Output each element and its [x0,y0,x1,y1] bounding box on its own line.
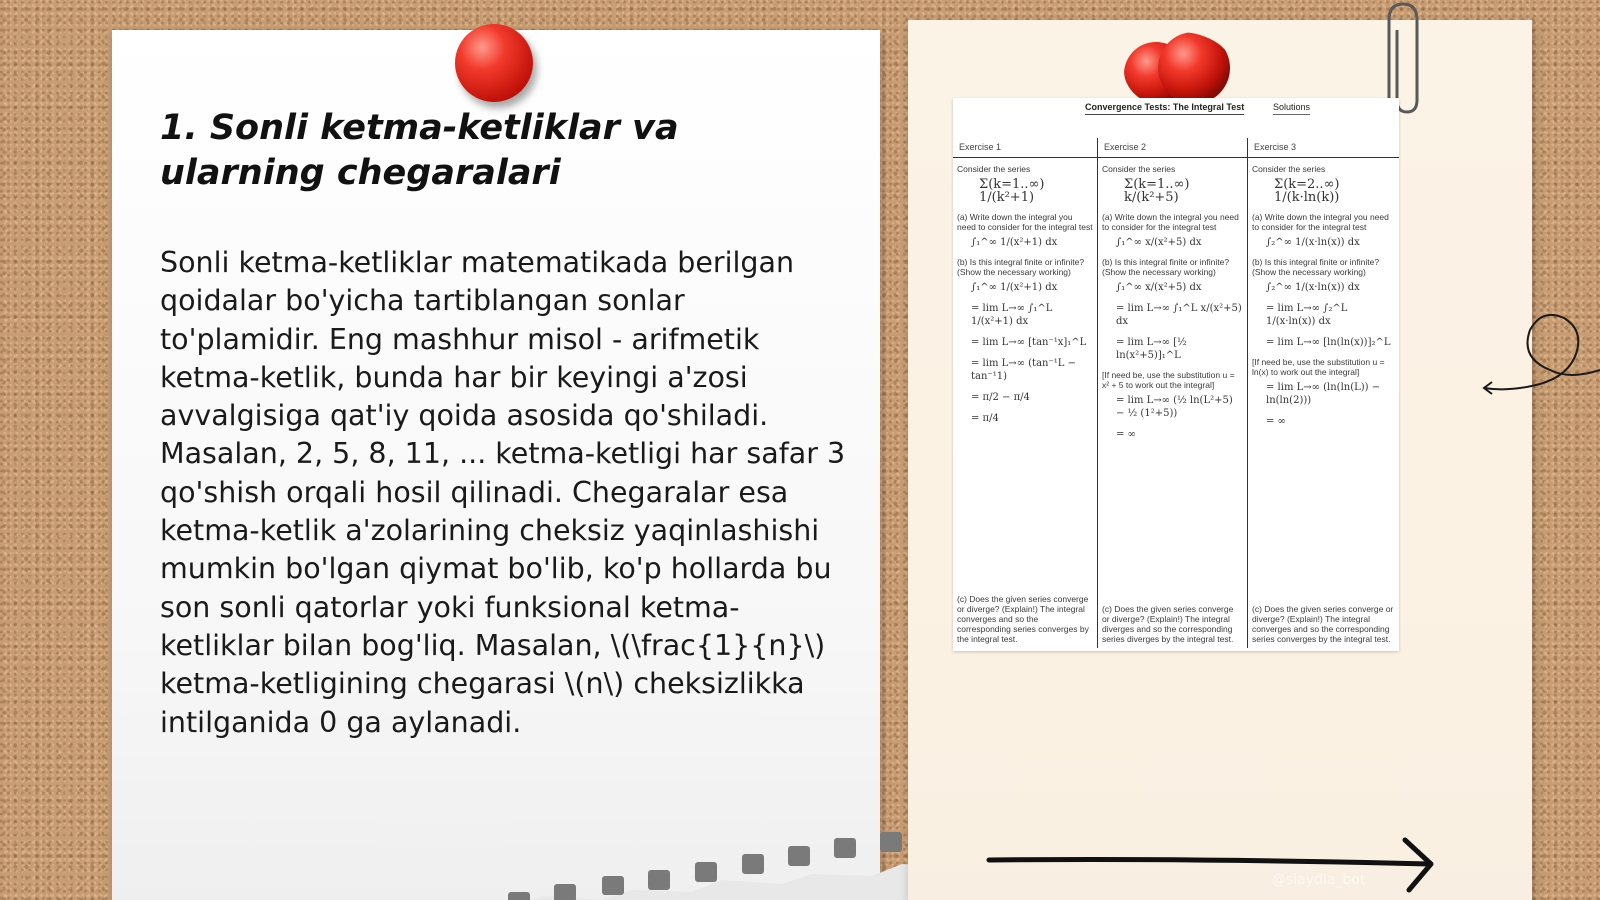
left-note-card [112,30,880,900]
watermark: @slaydla_bot [1272,872,1366,888]
working-step: = ∞ [1266,416,1286,427]
working-step: = lim L→∞ (½ ln(L²+5) − ½ (1²+5)) [1116,395,1233,419]
working-step: = π/4 [971,413,999,424]
working-step: ∫₁^∞ x/(x²+5) dx [1116,282,1202,293]
working-step: ∫₁^∞ 1/(x²+1) dx [971,282,1058,293]
working-step: ∫₂^∞ 1/(x·ln(x)) dx [1266,282,1360,293]
exercise-column [1097,138,1247,648]
part-b-text: (b) Is this integral finite or infinite? (Show the necessary working) [957,257,1085,277]
exercise-label: Exercise 3 [1248,138,1399,158]
working-step: = lim L→∞ ∫₁^L x/(x²+5) dx [1116,303,1242,327]
part-b-text: (b) Is this integral finite or infinite? (Show the necessary working) [1102,257,1230,277]
integral-test-worksheet [953,98,1399,651]
integral-formula: ∫₂^∞ 1/(x·ln(x)) dx [1266,237,1360,248]
working-step: = ∞ [1116,429,1136,440]
exercise-column [1247,138,1399,648]
part-c-text: (c) Does the given series converge or diverge? (Explain!) The integral converges and so the corresponding series converges by the integral test. [957,594,1089,644]
consider-text: Consider the series [1252,164,1326,174]
working-step: = lim L→∞ [tan⁻¹x]₁^L [971,337,1087,348]
substitution-note: [If need be, use the substitution u = x² + 5 to work out the integral] [1102,370,1235,390]
part-a-text: (a) Write down the integral you need to consider for the integral test [1102,212,1239,232]
exercise-label: Exercise 2 [1098,138,1247,158]
substitution-note: [If need be, use the substitution u = ln(x) to work out the integral] [1252,357,1385,377]
slide-title: 1. Sonli ketma-ketliklar va ularning chegaralari [160,108,679,193]
working-step: = lim L→∞ [ln(ln(x))]₂^L [1266,337,1391,348]
working-step: = lim L→∞ ∫₁^L 1/(x²+1) dx [971,303,1053,327]
part-c-text: (c) Does the given series converge or diverge? (Explain!) The integral diverges and so the corresponding series diverges by the integral test. [1102,604,1234,644]
exercise-column [953,138,1097,648]
working-step: = lim L→∞ ∫₂^L 1/(x·ln(x)) dx [1266,303,1348,327]
integral-formula: ∫₁^∞ x/(x²+5) dx [1116,237,1202,248]
working-step: = lim L→∞ (ln(ln(L)) − ln(ln(2))) [1266,382,1381,406]
part-c-text: (c) Does the given series converge or diverge? (Explain!) The integral converges and so the corresponding series converges by the integral test. [1252,604,1394,644]
integral-formula: ∫₁^∞ 1/(x²+1) dx [971,237,1058,248]
hand-drawn-loop-arrow-icon [1480,310,1600,410]
part-b-text: (b) Is this integral finite or infinite? (Show the necessary working) [1252,257,1380,277]
long-arrow-icon [985,836,1445,896]
consider-text: Consider the series [1102,164,1176,174]
working-step: = π/2 − π/4 [971,392,1030,403]
series-formula: Σ(k=1..∞) k/(k²+5) [1124,177,1190,205]
part-a-text: (a) Write down the integral you need to consider for the integral test [957,212,1093,232]
red-pushpin-left [455,24,533,102]
working-step: = lim L→∞ [½ ln(x²+5)]₁^L [1116,337,1187,361]
consider-text: Consider the series [957,164,1031,174]
series-formula: Σ(k=2..∞) 1/(k·ln(k)) [1274,177,1340,205]
slide-body-text: Sonli ketma-ketliklar matematikada berilgan qoidalar bo'yicha tartiblangan sonlar to'plamidir. Eng mashhur misol - arifmetik ketma-ketlik, bunda har bir keyingi a'zosi avvalgisiga qat'iy qoida asosida qo'shiladi. Masalan, 2, 5, 8, 11, ... ketma-ketligi har safar 3 qo'shish orqali hosil qilinadi. Chegaralar esa ketma-ketlik a'zolarining cheksiz yaqinlashishi mumkin bo'lgan qiymat bo'lib, ko'p hollarda bu son sonli qatorlar yoki funksional ketma-ketliklar bilan bog'liq. Masalan, \(\frac{1}{n}\) ketma-ketligining chegarasi \(n\) cheksizlikka intilganida 0 ga aylanadi. [160,246,846,739]
torn-paper-edge [312,830,1012,900]
worksheet-title: Convergence Tests: The Integral Test [1085,102,1244,115]
working-step: = lim L→∞ (tan⁻¹L − tan⁻¹1) [971,358,1076,382]
exercise-label: Exercise 1 [953,138,1097,158]
series-formula: Σ(k=1..∞) 1/(k²+1) [979,177,1045,205]
part-a-text: (a) Write down the integral you need to consider for the integral test [1252,212,1389,232]
worksheet-solutions-label: Solutions [1273,102,1310,115]
